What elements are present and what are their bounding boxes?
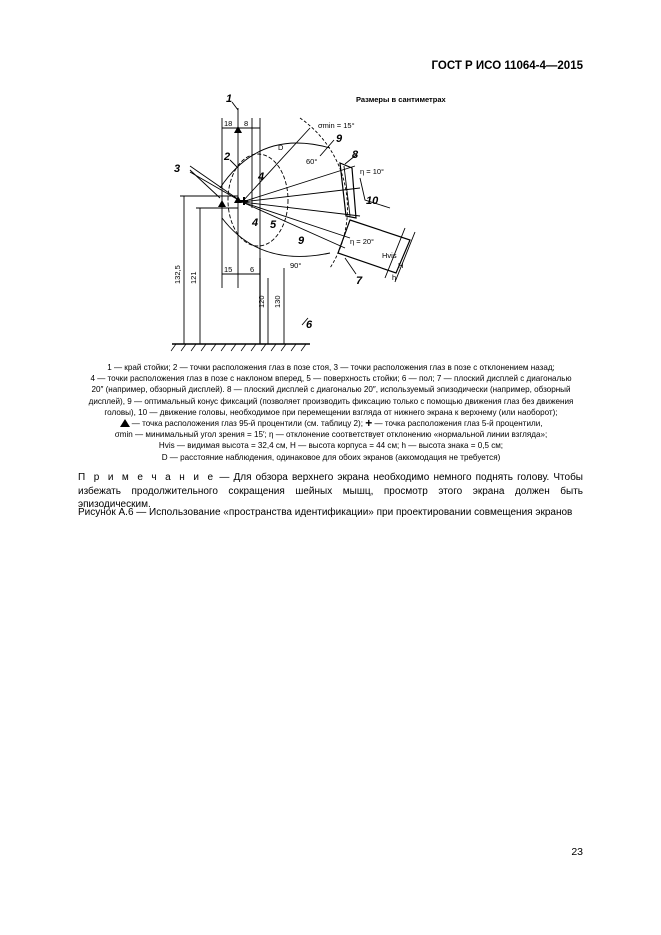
label-7: 7 (356, 275, 363, 287)
label-8: 8 (352, 149, 359, 161)
dim-120: 120 (257, 295, 266, 308)
note-paragraph (78, 471, 583, 512)
legend-line: D — расстояние наблюдения, одинаковое для обоих экранов (аккомодация не требуется) (161, 452, 501, 462)
figure-legend (40, 362, 622, 463)
floor-hatch (171, 344, 306, 351)
legend-line-symbols (40, 418, 622, 429)
note-label: П р и м е ч а н и е (78, 472, 216, 483)
dim-132-5: 132,5 (173, 265, 182, 284)
label-h: h (392, 273, 397, 282)
label-9b: 9 (298, 235, 305, 247)
label-6: 6 (306, 319, 313, 331)
label-Hvis: Hvis (382, 251, 397, 260)
dim-121: 121 (189, 271, 198, 284)
plus-icon: + (365, 416, 373, 431)
label-4a: 4 (258, 171, 265, 183)
angle-60: 60° (306, 157, 318, 166)
drawing-canvas (160, 88, 600, 358)
label-D: D (278, 143, 284, 152)
label-H: H (398, 261, 404, 270)
dim-15: 15 (224, 265, 233, 274)
label-5: 5 (270, 219, 277, 231)
label-eta20: η = 20° (350, 237, 375, 246)
dim-8: 8 (244, 119, 249, 128)
technical-drawing (160, 88, 600, 358)
dim-130: 130 (273, 295, 282, 308)
legend-5-percentile: — точка расположения глаз 5-й процентили, (374, 419, 543, 429)
legend-line: головы), 10 — движение головы, необходимое при перемещении взгляда от нижнего экрана к верхнему (или наоборот); (104, 407, 558, 417)
units-title: Размеры в сантиметрах (356, 95, 446, 104)
legend-line: дисплей), 9 — оптимальный конус фиксаций (позволяет производить фиксацию только с помощью движения глаз без движения (88, 396, 574, 406)
triangle-icon (120, 419, 130, 427)
label-9a: 9 (336, 133, 343, 145)
label-4b: 4 (252, 217, 259, 229)
page-number: 23 (571, 846, 583, 858)
figure-caption: Рисунок А.6 — Использование «пространства идентификации» при проектировании совмещения экранов (78, 507, 573, 518)
label-1: 1 (226, 93, 233, 105)
legend-95-percentile: — точка расположения глаз 95-й процентили (см. таблицу 2); (131, 419, 364, 429)
label-10: 10 (366, 195, 379, 207)
dim-6: 6 (250, 265, 255, 274)
angle-90: 90° (290, 261, 302, 270)
dim-18: 18 (224, 119, 233, 128)
legend-line: 1 — край стойки; 2 — точки расположения глаз в позе стоя, 3 — точки расположения глаз в позе с отклонением назад; (107, 363, 555, 372)
label-3: 3 (174, 163, 181, 175)
document-standard-header: ГОСТ Р ИСО 11064-4—2015 (431, 60, 583, 72)
legend-line: 4 — точки расположения глаз в позе с наклоном вперед, 5 — поверхность стойки; 6 — пол; 7 — плоский дисплей с диагональю (90, 374, 572, 384)
label-2: 2 (224, 151, 231, 163)
label-eta: η = 10° (360, 167, 385, 176)
legend-line: Hvis — видимая высота = 32,4 см, H — высота корпуса = 44 см; h — высота знака = 0,5 см; (158, 441, 504, 451)
legend-line: σmin — минимальный угол зрения = 15′; η — отклонение соответствует отклонению «нормальной линии взгляда»; (114, 430, 548, 440)
note-text: — Для обзора верхнего экрана необходимо немного поднять голову. Чтобы избежать продолжительного сокращения шейных мышц, просмотр этого экрана должен быть эпизодическим. (78, 472, 583, 510)
legend-line: 20″ (например, обзорный дисплей). 8 — плоский дисплей с диагональю 20″, используемый эпизодически (например, обзорный (91, 385, 571, 395)
label-sigma-min: σmin = 15° (318, 121, 355, 130)
